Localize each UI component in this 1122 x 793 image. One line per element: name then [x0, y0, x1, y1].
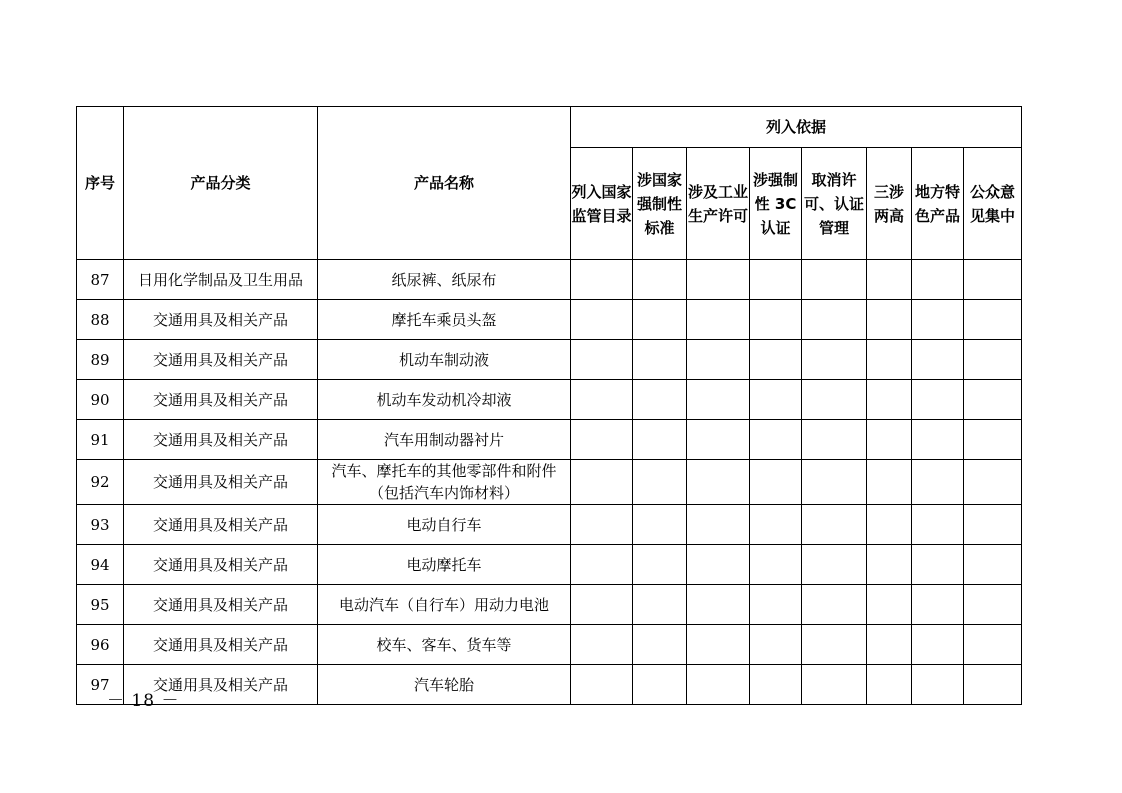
empty-cell: [687, 420, 750, 460]
row-category: 交通用具及相关产品: [124, 505, 318, 545]
empty-cell: [964, 665, 1022, 705]
check-mark: [571, 585, 633, 625]
empty-cell: [687, 665, 750, 705]
table-row: [77, 260, 1022, 300]
empty-cell: [750, 380, 802, 420]
row-category: 交通用具及相关产品: [124, 340, 318, 380]
check-mark: [571, 260, 633, 300]
empty-cell: [912, 505, 964, 545]
empty-cell: [802, 505, 867, 545]
check-mark: [633, 625, 687, 665]
empty-cell: [802, 380, 867, 420]
check-mark: [633, 460, 687, 505]
page-number: － 18 －: [107, 691, 180, 711]
empty-cell: [750, 585, 802, 625]
empty-cell: [964, 260, 1022, 300]
row-seq: 92: [77, 460, 124, 505]
empty-cell: [633, 585, 687, 625]
empty-cell: [750, 260, 802, 300]
empty-cell: [802, 625, 867, 665]
header-category: 产品分类: [124, 107, 318, 260]
row-product-name: 校车、客车、货车等: [318, 625, 571, 665]
row-seq: 90: [77, 380, 124, 420]
empty-cell: [867, 380, 912, 420]
empty-cell: [912, 460, 964, 505]
row-product-name: 摩托车乘员头盔: [318, 300, 571, 340]
row-category: 交通用具及相关产品: [124, 420, 318, 460]
empty-cell: [912, 545, 964, 585]
empty-cell: [867, 625, 912, 665]
row-seq: 97: [77, 665, 124, 705]
table-body: [77, 260, 1022, 705]
empty-cell: [802, 340, 867, 380]
empty-cell: [802, 300, 867, 340]
table-row: [77, 300, 1022, 340]
empty-cell: [912, 585, 964, 625]
empty-cell: [687, 300, 750, 340]
empty-cell: [687, 460, 750, 505]
table-row: [77, 340, 1022, 380]
row-category: 交通用具及相关产品: [124, 665, 318, 705]
empty-cell: [802, 420, 867, 460]
check-mark: [750, 505, 802, 545]
check-mark: [571, 545, 633, 585]
empty-cell: [867, 300, 912, 340]
header-basis-three-two-high: 三涉两高: [867, 148, 912, 260]
check-mark: [571, 505, 633, 545]
check-mark: [750, 545, 802, 585]
header-seq: 序号: [77, 107, 124, 260]
table-row: [77, 665, 1022, 705]
empty-cell: [687, 505, 750, 545]
row-product-name: 电动自行车: [318, 505, 571, 545]
empty-cell: [912, 420, 964, 460]
header-basis-production-license: 涉及工业生产许可: [687, 148, 750, 260]
check-mark: [633, 420, 687, 460]
check-mark: [750, 300, 802, 340]
row-category: 交通用具及相关产品: [124, 300, 318, 340]
check-mark: [633, 260, 687, 300]
row-product-name: 汽车轮胎: [318, 665, 571, 705]
empty-cell: [687, 625, 750, 665]
row-seq: 95: [77, 585, 124, 625]
check-mark: [802, 585, 867, 625]
row-category: 交通用具及相关产品: [124, 460, 318, 505]
empty-cell: [750, 340, 802, 380]
header-basis-group: 列入依据: [571, 107, 1022, 148]
row-category: 交通用具及相关产品: [124, 585, 318, 625]
row-seq: 88: [77, 300, 124, 340]
empty-cell: [964, 505, 1022, 545]
row-product-name: 汽车用制动器衬片: [318, 420, 571, 460]
empty-cell: [687, 545, 750, 585]
empty-cell: [687, 585, 750, 625]
check-mark: [750, 420, 802, 460]
empty-cell: [802, 260, 867, 300]
check-mark: [633, 665, 687, 705]
empty-cell: [912, 300, 964, 340]
check-mark: [867, 505, 912, 545]
table-row: [77, 420, 1022, 460]
empty-cell: [687, 380, 750, 420]
empty-cell: [750, 625, 802, 665]
empty-cell: [964, 340, 1022, 380]
check-mark: [633, 340, 687, 380]
check-mark: [750, 665, 802, 705]
empty-cell: [687, 340, 750, 380]
empty-cell: [867, 665, 912, 705]
header-basis-mandatory-standard: 涉国家强制性标准: [633, 148, 687, 260]
check-mark: [633, 505, 687, 545]
row-product-name: 汽车、摩托车的其他零部件和附件（包括汽车内饰材料）: [318, 460, 571, 505]
empty-cell: [964, 300, 1022, 340]
empty-cell: [802, 460, 867, 505]
empty-cell: [964, 625, 1022, 665]
header-basis-public-opinion: 公众意见集中: [964, 148, 1022, 260]
empty-cell: [687, 260, 750, 300]
check-mark: [867, 545, 912, 585]
empty-cell: [964, 585, 1022, 625]
empty-cell: [912, 665, 964, 705]
row-product-name: 机动车制动液: [318, 340, 571, 380]
check-mark: [633, 380, 687, 420]
empty-cell: [867, 420, 912, 460]
row-product-name: 电动汽车（自行车）用动力电池: [318, 585, 571, 625]
header-basis-local-specialty: 地方特色产品: [912, 148, 964, 260]
check-mark: [571, 420, 633, 460]
empty-cell: [964, 380, 1022, 420]
empty-cell: [912, 260, 964, 300]
table-row: [77, 380, 1022, 420]
table-row: [77, 585, 1022, 625]
empty-cell: [964, 460, 1022, 505]
table-row: [77, 545, 1022, 585]
empty-cell: [912, 340, 964, 380]
row-product-name: 机动车发动机冷却液: [318, 380, 571, 420]
check-mark: [571, 300, 633, 340]
empty-cell: [867, 260, 912, 300]
table-header: [77, 107, 1022, 260]
empty-cell: [802, 545, 867, 585]
row-seq: 94: [77, 545, 124, 585]
empty-cell: [912, 625, 964, 665]
empty-cell: [571, 380, 633, 420]
empty-cell: [571, 665, 633, 705]
empty-cell: [964, 420, 1022, 460]
empty-cell: [964, 545, 1022, 585]
check-mark: [571, 460, 633, 505]
row-category: 交通用具及相关产品: [124, 545, 318, 585]
row-category: 日用化学制品及卫生用品: [124, 260, 318, 300]
table-row: [77, 460, 1022, 505]
row-seq: 93: [77, 505, 124, 545]
row-product-name: 电动摩托车: [318, 545, 571, 585]
empty-cell: [867, 340, 912, 380]
check-mark: [571, 340, 633, 380]
check-mark: [633, 545, 687, 585]
row-seq: 87: [77, 260, 124, 300]
empty-cell: [750, 460, 802, 505]
row-product-name: 纸尿裤、纸尿布: [318, 260, 571, 300]
header-basis-regulatory-catalog: 列入国家监管目录: [571, 148, 633, 260]
header-basis-3c-certification: 涉强制性 3C 认证: [750, 148, 802, 260]
table-row: [77, 625, 1022, 665]
row-category: 交通用具及相关产品: [124, 625, 318, 665]
empty-cell: [571, 625, 633, 665]
product-list-table: [76, 106, 1022, 705]
header-product-name: 产品名称: [318, 107, 571, 260]
empty-cell: [867, 585, 912, 625]
row-seq: 89: [77, 340, 124, 380]
row-category: 交通用具及相关产品: [124, 380, 318, 420]
empty-cell: [867, 460, 912, 505]
empty-cell: [802, 665, 867, 705]
row-seq: 96: [77, 625, 124, 665]
table-row: [77, 505, 1022, 545]
header-basis-cancelled-license: 取消许可、认证管理: [802, 148, 867, 260]
empty-cell: [912, 380, 964, 420]
row-seq: 91: [77, 420, 124, 460]
check-mark: [633, 300, 687, 340]
